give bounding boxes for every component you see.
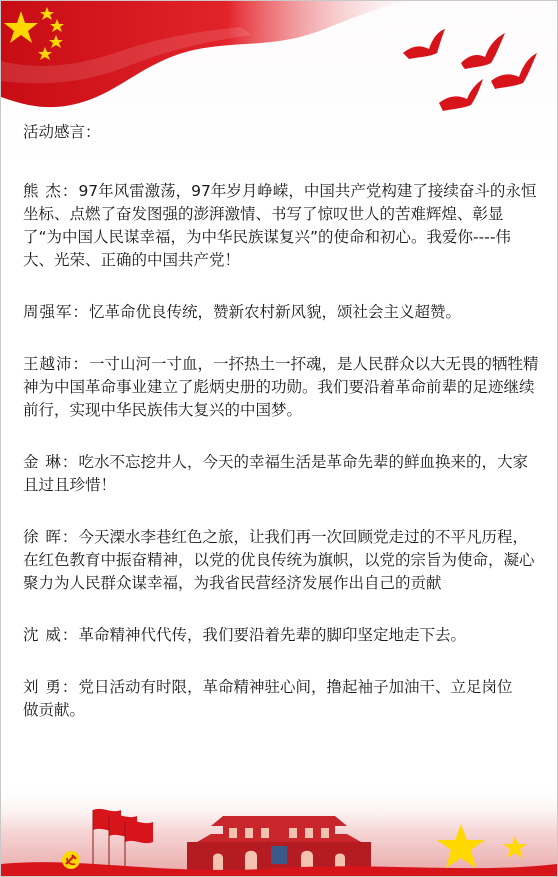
speech-text: 革命精神代代传，我们要沿着先辈的脚印坚定地走下去。 [78, 626, 466, 644]
speech-content [23, 121, 539, 751]
speech-text: 忆革命优良传统，赞新农村新风貌，颂社会主义超赞。 [89, 303, 462, 321]
speech-text: 吃水不忘挖井人，今天的幸福生活是革命先辈的鲜血换来的，大家且过且珍惜！ [23, 453, 528, 494]
page-heading: 活动感言： [23, 123, 101, 141]
speech-entry [23, 180, 539, 272]
speech-entry [23, 301, 539, 324]
speaker-name: 刘 勇： [23, 678, 79, 696]
speaker-name: 王越沛： [23, 355, 90, 373]
speaker-name: 沈 威： [23, 626, 79, 644]
tiananmen-gate-icon [1, 786, 557, 876]
speech-text: 党日活动有时限，革命精神驻心间，撸起袖子加油干、立足岗位做贡献。 [23, 678, 513, 719]
speech-text: 一寸山河一寸血，一抔热土一抔魂，是人民群众以大无畏的牺牲精神为中国革命事业建立了彪炳史册的功勋。我们要沿着革命前辈的足迹继续前行，实现中华民族伟大复兴的中国梦。 [23, 355, 539, 419]
speaker-name: 徐 晖： [23, 528, 79, 546]
dove-icon [399, 23, 539, 118]
flag-stars-icon [1, 1, 421, 116]
speech-entry [23, 526, 539, 595]
speaker-name: 熊 杰： [23, 182, 79, 200]
party-emblem-icon [61, 850, 81, 870]
speech-text: 今天溧水李巷红色之旅，让我们再一次回顾党走过的不平凡历程，在红色教育中振奋精神，以党的优良传统为旗帜，以党的宗旨为使命，凝心聚力为人民群众谋幸福，为我省民营经济发展作出自己的贡献 [23, 528, 535, 592]
speech-entry [23, 624, 539, 647]
speech-entry [23, 353, 539, 422]
speaker-name: 金 琳： [23, 453, 79, 471]
speech-entry [23, 451, 539, 497]
speaker-name: 周强军： [23, 303, 90, 321]
speech-text: 97年风雷激荡，97年岁月峥嵘，中国共产党构建了接续奋斗的永恒坐标、点燃了奋发图强的澎湃激情、书写了惊叹世人的苦难辉煌、彰显了“为中国人民谋幸福，为中华民族谋复兴”的使命和初心。我爱你----伟大、光荣、正确的中国共产党！ [23, 182, 537, 269]
speech-entry [23, 676, 523, 722]
